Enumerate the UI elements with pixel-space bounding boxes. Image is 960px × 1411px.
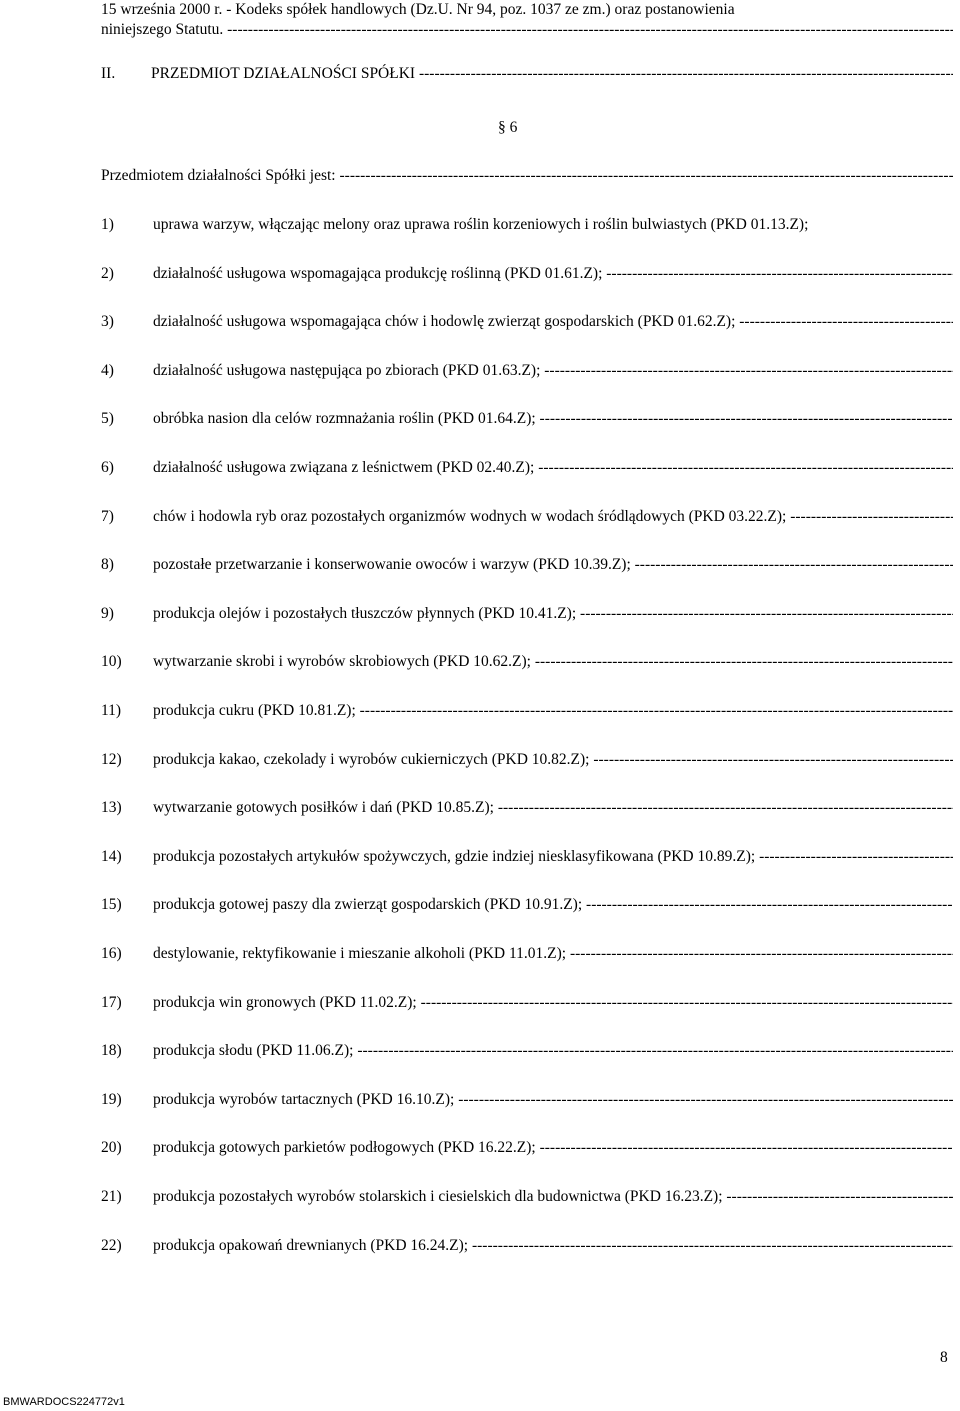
- list-item-text: produkcja olejów i pozostałych tłuszczów płynnych (PKD 10.41.Z);: [153, 605, 577, 622]
- list-item-number: 9): [101, 605, 114, 622]
- list-item-number: 3): [101, 313, 114, 330]
- list-item-number: 7): [101, 508, 114, 525]
- list-item: [101, 1138, 953, 1158]
- list-item-number: 14): [101, 848, 122, 865]
- list-item: [101, 847, 953, 867]
- list-item-number: 20): [101, 1139, 122, 1156]
- list-item-number: 21): [101, 1188, 122, 1205]
- list-item-text: działalność usługowa następująca po zbiorach (PKD 01.63.Z);: [153, 362, 541, 379]
- list-item-number: 2): [101, 265, 114, 282]
- list-item-text: produkcja wyrobów tartacznych (PKD 16.10.Z);: [153, 1091, 455, 1108]
- list-item-number: 17): [101, 994, 122, 1011]
- list-item-text: wytwarzanie gotowych posiłków i dań (PKD 10.85.Z);: [153, 799, 494, 816]
- list-item-text: produkcja słodu (PKD 11.06.Z);: [153, 1042, 354, 1059]
- list-item-text: produkcja cukru (PKD 10.81.Z);: [153, 702, 356, 719]
- paragraph-mark: § 6: [498, 119, 518, 136]
- section-title: PRZEDMIOT DZIAŁALNOŚCI SPÓŁKI: [151, 65, 416, 82]
- document-reference: BMWARDOCS224772v1: [3, 1396, 125, 1408]
- list-item-text: wytwarzanie skrobi i wyrobów skrobiowych (PKD 10.62.Z);: [153, 653, 531, 670]
- list-item-text: produkcja opakowań drewnianych (PKD 16.24.Z);: [153, 1237, 469, 1254]
- list-item-text: destylowanie, rektyfikowanie i mieszanie alkoholi (PKD 11.01.Z);: [153, 945, 567, 962]
- list-item-number: 18): [101, 1042, 122, 1059]
- list-item-number: 11): [101, 702, 122, 719]
- list-item-text: pozostałe przetwarzanie i konserwowanie owoców i warzyw (PKD 10.39.Z);: [153, 556, 631, 573]
- list-item: [101, 701, 953, 721]
- list-item-number: 19): [101, 1091, 122, 1108]
- list-item-number: 10): [101, 653, 122, 670]
- list-item-number: 15): [101, 896, 122, 913]
- list-item: [101, 264, 953, 284]
- list-item: [101, 652, 953, 672]
- list-item: [101, 1041, 953, 1061]
- list-item-text: produkcja gotowych parkietów podłogowych (PKD 16.22.Z);: [153, 1139, 536, 1156]
- header-line-2: [101, 20, 953, 40]
- list-item: [101, 1090, 953, 1110]
- list-item-number: 8): [101, 556, 114, 573]
- list-item-text: produkcja win gronowych (PKD 11.02.Z);: [153, 994, 417, 1011]
- header-line-2-text: niniejszego Statutu.: [101, 21, 224, 38]
- list-item: [101, 458, 953, 478]
- list-item-number: 22): [101, 1237, 122, 1254]
- list-item: [101, 409, 953, 429]
- intro-line: [101, 166, 953, 186]
- list-item: [101, 895, 953, 915]
- list-item-text: produkcja pozostałych artykułów spożywczych, gdzie indziej niesklasyfikowana (PKD 10.89.Z);: [153, 848, 756, 865]
- list-item-number: 12): [101, 751, 122, 768]
- section-number: II.: [101, 65, 116, 82]
- list-item-text: działalność usługowa wspomagająca produkcję roślinną (PKD 01.61.Z);: [153, 265, 603, 282]
- list-item: [101, 1187, 953, 1207]
- list-item: [101, 750, 953, 770]
- list-item: [101, 604, 953, 624]
- list-item-text: chów i hodowla ryb oraz pozostałych organizmów wodnych w wodach śródlądowych (PKD 03.22.Z);: [153, 508, 787, 525]
- section-heading: [101, 64, 953, 84]
- list-item: [101, 798, 953, 818]
- list-item-text: obróbka nasion dla celów rozmnażania roślin (PKD 01.64.Z);: [153, 410, 536, 427]
- list-item-text: działalność usługowa wspomagająca chów i hodowlę zwierząt gospodarskich (PKD 01.62.Z);: [153, 313, 736, 330]
- list-item: [101, 993, 953, 1013]
- list-item-text: uprawa warzyw, włączając melony oraz uprawa roślin korzeniowych i roślin bulwiastych (PKD 01.13.Z);: [153, 216, 809, 233]
- list-item-text: produkcja gotowej paszy dla zwierząt gospodarskich (PKD 10.91.Z);: [153, 896, 583, 913]
- list-item-text: produkcja pozostałych wyrobów stolarskich i ciesielskich dla budownictwa (PKD 16.23.Z);: [153, 1188, 723, 1205]
- list-item: [101, 944, 953, 964]
- list-item-number: 6): [101, 459, 114, 476]
- list-item-number: 13): [101, 799, 122, 816]
- list-item-number: 1): [101, 216, 114, 233]
- list-item-number: 5): [101, 410, 114, 427]
- intro-text: Przedmiotem działalności Spółki jest:: [101, 167, 336, 184]
- page-number: 8: [940, 1349, 948, 1366]
- list-item: [101, 507, 953, 527]
- list-item-number: 4): [101, 362, 114, 379]
- list-item-text: produkcja kakao, czekolady i wyrobów cukierniczych (PKD 10.82.Z);: [153, 751, 590, 768]
- list-item: [101, 215, 953, 235]
- header-line-1: 15 września 2000 r. - Kodeks spółek handlowych (Dz.U. Nr 94, poz. 1037 ze zm.) oraz postanowienia: [101, 1, 735, 18]
- list-item-text: działalność usługowa związana z leśnictwem (PKD 02.40.Z);: [153, 459, 535, 476]
- list-item: [101, 1236, 953, 1256]
- list-item-number: 16): [101, 945, 122, 962]
- list-item: [101, 361, 953, 381]
- list-item: [101, 555, 953, 575]
- list-item: [101, 312, 953, 332]
